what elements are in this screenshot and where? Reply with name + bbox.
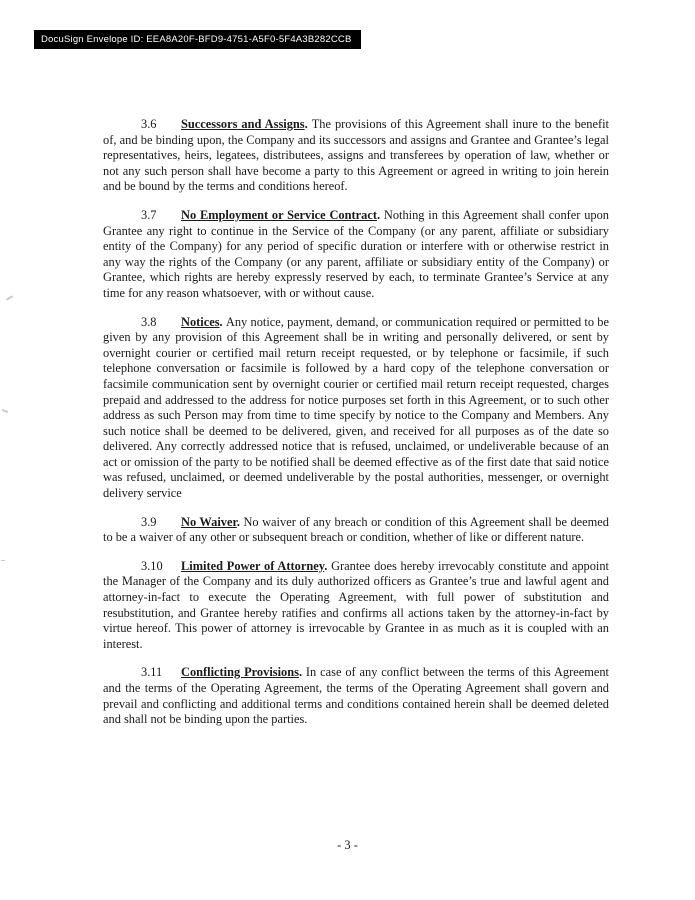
- section-number: 3.6: [141, 117, 157, 131]
- section-heading: No Employment or Service Contract: [181, 207, 377, 222]
- section-number: 3.10: [141, 558, 163, 573]
- heading-separator: .: [324, 558, 332, 573]
- section-number: 3.9: [141, 514, 157, 529]
- section-body: The provisions of this Agreement shall inure to the benefit of, and be binding upon, the Company and its successors and assigns and Grantee and Grantee’s legal representatives, heirs, legatees, distributees, assigns and transferees by operation of law, whether or not any such person shall have become a party to this Agreement or agreed in writing to join herein and be bound by the terms and conditions hereof.: [103, 117, 610, 194]
- section-body: In case of any conflict between the terms of this Agreement and the terms of the Operating Agreement, the terms of the Operating Agreement shall govern and prevail and conflicting and additional terms and conditions contained herein shall be deemed deleted and shall not be binding upon the parties.: [103, 665, 609, 727]
- page-number: - 3 -: [337, 838, 358, 852]
- docusign-envelope-bar: DocuSign Envelope ID: EEA8A20F-BFD9-4751-A5F0-5F4A3B282CCB: [34, 30, 361, 49]
- section-body: Nothing in this Agreement shall confer upon Grantee any right to continue in the Service of the Company (or any parent, affiliate or subsidiary entity of the Company) for any period of specific duration or interfere with or otherwise restrict in any way the rights of the Company (or any parent, affiliate or subsidiary entity of the Company) or Grantee, which rights are hereby expressly reserved by each, to terminate Grantee’s Service at any time for any reason whatsoever, with or without cause.: [103, 207, 609, 300]
- contract-body: [103, 117, 609, 741]
- contract-section: [103, 208, 609, 302]
- section-heading: Successors and Assigns: [181, 117, 305, 131]
- section-body: Grantee does hereby irrevocably constitute and appoint the Manager of the Company and its duly authorized officers as Grantee’s true and lawful agent and attorney-in-fact to execute the Operating Agreement, with full power of substitution and resubstitution, and Grantee hereby ratifies and confirms all actions taken by the attorney-in-fact by virtue hereof. This power of attorney is irrevocable by Grantee in as much as it is coupled with an interest.: [103, 558, 609, 651]
- section-heading: Notices: [181, 314, 220, 329]
- contract-section: [103, 117, 609, 195]
- heading-separator: .: [236, 514, 244, 529]
- heading-separator: .: [304, 117, 312, 131]
- heading-separator: .: [298, 665, 306, 680]
- section-heading: Limited Power of Attorney: [181, 558, 325, 573]
- heading-separator: .: [219, 314, 226, 329]
- contract-section: [103, 559, 609, 653]
- section-heading: No Waiver: [181, 514, 237, 529]
- section-body: No waiver of any breach or condition of this Agreement shall be deemed to be a waiver of any other or subsequent breach or condition, whether of like or different nature.: [103, 514, 609, 545]
- section-number: 3.11: [141, 665, 163, 680]
- contract-section: [103, 665, 609, 727]
- scan-artifact: [6, 295, 13, 300]
- contract-section: [103, 515, 609, 546]
- section-body: Any notice, payment, demand, or communication required or permitted to be given by any provision of this Agreement shall be in writing and personally delivered, or sent by overnight courier or certified mail return receipt requested, or by telephone or facsimile, if such telephone conversation or facsimile is followed by a hard copy of the telephone conversation or facsimile communication sent by overnight courier or certified mail return receipt requested, charges prepaid and addressed to the address for notice purposes set forth in this Agreement, or to such other address as such Person may from time to time specify by notice to the Company and Members. Any such notice shall be deemed to be delivered, given, and received for all purposes as of the date so delivered. Any correctly addressed notice that is refused, unclaimed, or undeliverable because of an act or omission of the party to be notified shall be deemed effective as of the first date that said notice was refused, unclaimed, or deemed undeliverable by the postal authorities, messenger, or overnight delivery service: [103, 314, 609, 501]
- section-number: 3.7: [141, 207, 157, 222]
- scan-artifact: [1, 560, 5, 561]
- heading-separator: .: [376, 207, 384, 222]
- scan-artifact: [2, 409, 8, 413]
- section-number: 3.8: [141, 314, 157, 329]
- contract-section: [103, 315, 609, 502]
- section-heading: Conflicting Provisions: [181, 665, 299, 680]
